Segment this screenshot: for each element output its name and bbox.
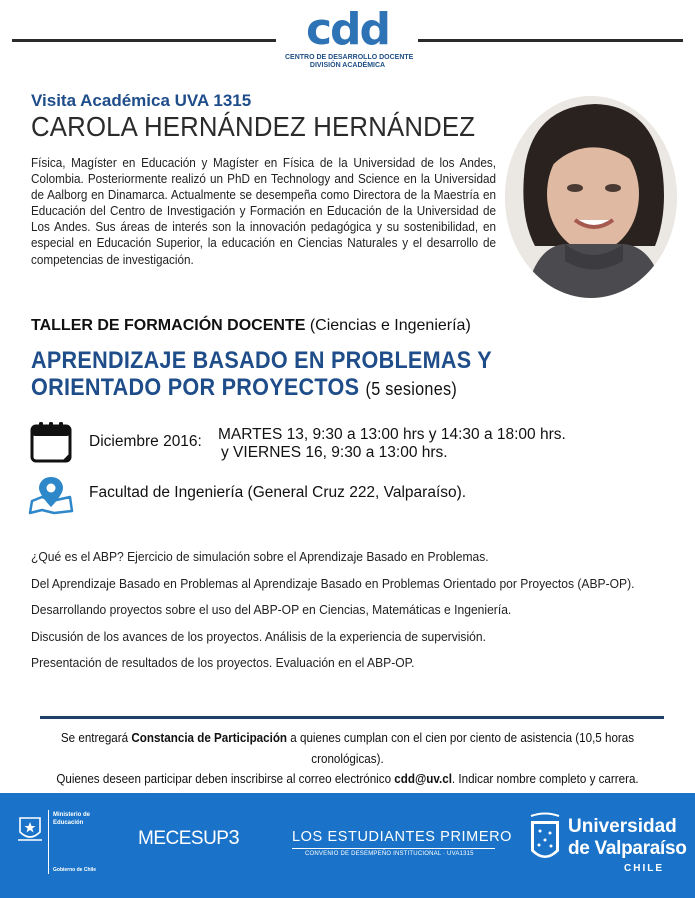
topic-item: Desarrollando proyectos sobre el uso del ABP-OP en Ciencias, Matemáticas e Ingeniería. <box>31 602 512 617</box>
mecesup-text: MECESUP <box>138 828 229 849</box>
mecesup-number: 3 <box>228 827 240 849</box>
ministry-line2: Educación <box>53 820 84 826</box>
header-rule-right <box>418 39 683 42</box>
ministry-logo <box>16 810 98 878</box>
estudiantes-rule <box>292 848 495 849</box>
workshop-title-line2 <box>31 374 457 402</box>
cdd-logo-line2: DIVISIÓN ACADÉMICA <box>309 62 386 69</box>
speaker-photo <box>505 96 677 298</box>
schedule-line1: MARTES 13, 9:30 a 13:00 hrs y 14:30 a 18:00 hrs. <box>218 426 566 443</box>
mecesup-logo <box>138 827 239 850</box>
note-line2 <box>24 769 670 790</box>
workshop-label <box>31 317 471 335</box>
workshop-type: TALLER DE FORMACIÓN DOCENTE <box>31 317 306 334</box>
note-line1 <box>24 728 670 769</box>
uv-line3: CHILE <box>624 863 664 874</box>
ministry-line1: Ministerio de <box>53 812 91 818</box>
estudiantes-title: LOS ESTUDIANTES PRIMERO <box>292 829 513 845</box>
section-divider <box>40 716 664 719</box>
ministry-line3: Gobierno de Chile <box>53 867 97 873</box>
visit-label: Visita Académica UVA 1315 <box>31 91 252 110</box>
topic-item: Del Aprendizaje Basado en Problemas al Aprendizaje Basado en Problemas Orientado por Proyectos (ABP-OP). <box>31 575 635 591</box>
note-line1-bold: Constancia de Participación <box>131 731 288 745</box>
cdd-logo-mark: cdd <box>305 4 390 55</box>
topic-item: Presentación de resultados de los proyectos. Evaluación en el ABP-OP. <box>31 655 415 670</box>
uv-shield-icon <box>528 811 562 867</box>
cdd-logo-line1: CENTRO DE DESARROLLO DOCENTE <box>285 54 414 61</box>
topic-item: Discusión de los avances de los proyectos. Análisis de la experiencia de supervisión. <box>31 628 486 644</box>
header-rule-left <box>12 39 276 42</box>
note-line1-post: a quienes cumplan con el cien por ciento de asistencia (10,5 horas cronológicas). <box>287 731 635 766</box>
date-label: Diciembre 2016: <box>89 433 202 450</box>
workshop-title-text: ORIENTADO POR PROYECTOS <box>31 374 360 401</box>
topic-item: ¿Qué es el ABP? Ejercicio de simulación sobre el Aprendizaje Basado en Problemas. <box>31 549 489 564</box>
workshop-area: (Ciencias e Ingeniería) <box>309 317 471 334</box>
uv-line2: de Valparaíso <box>568 838 687 859</box>
ministry-separator <box>48 810 49 874</box>
calendar-icon <box>30 421 72 463</box>
uv-line1: Universidad <box>568 816 677 837</box>
note-line2-post: . Indicar nombre completo y carrera. <box>451 772 639 786</box>
note-line2-pre: Quienes deseen participar deben inscribirse al correo electrónico <box>56 772 395 786</box>
convenio-text: CONVENIO DE DESEMPEÑO INSTITUCIONAL · UVA1315 <box>305 851 474 857</box>
workshop-title-line1: APRENDIZAJE BASADO EN PROBLEMAS Y <box>31 347 492 374</box>
speaker-portrait <box>505 96 677 298</box>
workshop-sessions: (5 sesiones) <box>365 379 458 399</box>
note-line1-pre: Se entregará <box>60 731 132 745</box>
map-pin-icon <box>28 475 74 515</box>
chile-crest-icon <box>16 812 44 846</box>
schedule-line2: y VIERNES 16, 9:30 a 13:00 hrs. <box>221 444 448 461</box>
speaker-name: CAROLA HERNÁNDEZ HERNÁNDEZ <box>31 111 476 142</box>
topics-list <box>31 549 680 682</box>
cdd-logo <box>285 4 414 70</box>
footer-band <box>0 793 695 898</box>
location-text: Facultad de Ingeniería (General Cruz 222, Valparaíso). <box>89 484 467 501</box>
speaker-bio: Física, Magíster en Educación y Magíster en Física de la Universidad de los Andes, Colombia. Posteriormente realizó un PhD en Technology and Science en la Universidad de Aalborg en Dinamarca. Actualmente se desempeña como Directora de la Maestría en Educación del Centro de Investigación y Formación en Educación de la Universidad de Los Andes. Sus áreas de interés son la innovación pedagógica y su sostenibilidad, en especial en Educación Superior, la educación en Ciencias Naturales y el desarrollo de competencias de investigación. <box>31 156 496 267</box>
contact-email[interactable]: cdd@uv.cl <box>394 772 452 786</box>
